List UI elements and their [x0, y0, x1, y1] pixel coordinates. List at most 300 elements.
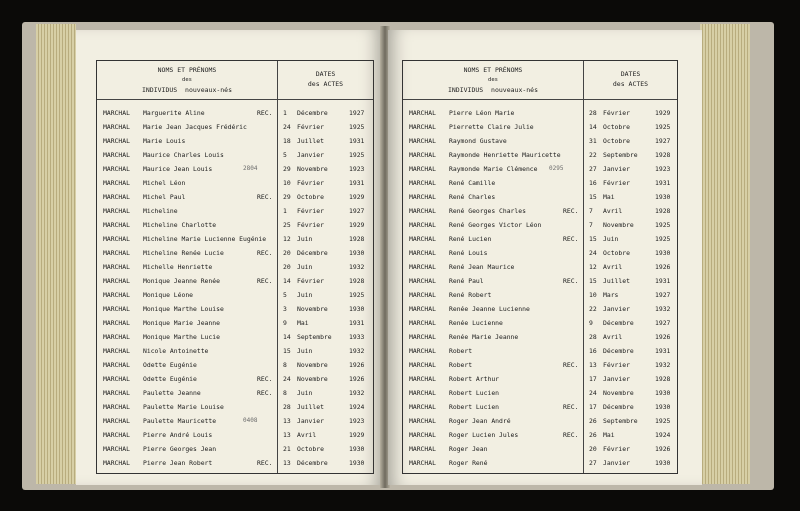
row-rec-note: REC.	[563, 403, 579, 411]
row-day: 27	[589, 165, 597, 173]
row-month: Octobre	[297, 445, 324, 453]
register-row	[403, 247, 677, 260]
row-month: Novembre	[297, 375, 328, 383]
row-month: Juillet	[297, 137, 324, 145]
row-given-names: Paulette Mauricette	[143, 417, 217, 425]
register-row	[403, 149, 677, 162]
row-day: 8	[283, 389, 287, 397]
row-month: Mai	[603, 193, 615, 201]
row-surname: MARCHAL	[409, 291, 436, 299]
row-month: Avril	[603, 333, 623, 341]
row-given-names: Roger Jean André	[449, 417, 511, 425]
row-surname: MARCHAL	[103, 445, 130, 453]
register-row	[97, 177, 373, 190]
row-month: Janvier	[603, 459, 630, 467]
dates-header-subtitle: des ACTES	[612, 80, 649, 88]
row-day: 17	[589, 375, 597, 383]
row-year: 1928	[655, 375, 671, 383]
row-given-names: Micheline Renée Lucie	[143, 249, 224, 257]
dates-column-header	[584, 69, 677, 89]
row-year: 1929	[655, 109, 671, 117]
row-given-names: Monique Marthe Louise	[143, 305, 224, 313]
row-month: Février	[297, 277, 324, 285]
row-surname: MARCHAL	[103, 431, 130, 439]
row-day: 29	[283, 165, 291, 173]
register-row	[403, 373, 677, 386]
row-day: 14	[589, 123, 597, 131]
row-day: 24	[283, 123, 291, 131]
row-surname: MARCHAL	[103, 389, 130, 397]
row-surname: MARCHAL	[103, 165, 130, 173]
row-surname: MARCHAL	[409, 305, 436, 313]
row-rec-note: REC.	[563, 235, 579, 243]
row-surname: MARCHAL	[103, 277, 130, 285]
row-year: 1931	[349, 137, 365, 145]
row-month: Février	[603, 445, 630, 453]
row-surname: MARCHAL	[103, 151, 130, 159]
register-row	[97, 275, 373, 288]
row-day: 20	[589, 445, 597, 453]
row-given-names: René Charles	[449, 193, 496, 201]
row-surname: MARCHAL	[409, 277, 436, 285]
row-year: 1925	[655, 235, 671, 243]
row-year: 1930	[655, 249, 671, 257]
row-day: 26	[589, 431, 597, 439]
row-month: Mai	[297, 319, 309, 327]
row-year: 1928	[655, 151, 671, 159]
row-given-names: Maurice Jean Louis	[143, 165, 213, 173]
register-row	[403, 205, 677, 218]
register-row	[97, 233, 373, 246]
row-month: Mars	[603, 291, 619, 299]
row-month: Février	[297, 179, 324, 187]
row-year: 1930	[349, 249, 365, 257]
register-row	[97, 387, 373, 400]
row-given-names: Roger Jean	[449, 445, 488, 453]
register-row	[97, 261, 373, 274]
row-given-names: Michelle Henriette	[143, 263, 213, 271]
row-given-names: Robert	[449, 347, 473, 355]
row-month: Novembre	[297, 361, 328, 369]
row-given-names: Paulette Marie Louise	[143, 403, 224, 411]
register-row	[403, 107, 677, 120]
row-year: 1923	[349, 417, 365, 425]
row-given-names: Renée Jeanne Lucienne	[449, 305, 530, 313]
row-year: 1930	[655, 403, 671, 411]
row-day: 9	[589, 319, 593, 327]
row-month: Février	[297, 123, 324, 131]
row-year: 1926	[655, 333, 671, 341]
row-year: 1932	[655, 305, 671, 313]
row-month: Novembre	[297, 165, 328, 173]
row-given-names: René Louis	[449, 249, 488, 257]
names-header-nouveaux-nes: nouveaux-nés	[185, 86, 233, 94]
register-row	[403, 219, 677, 232]
row-year: 1931	[655, 179, 671, 187]
row-day: 13	[589, 361, 597, 369]
row-rec-note: REC.	[563, 277, 579, 285]
row-month: Décembre	[297, 249, 328, 257]
row-given-names: Micheline	[143, 207, 178, 215]
register-row	[403, 359, 677, 372]
row-day: 13	[283, 459, 291, 467]
right-page	[388, 30, 702, 485]
row-day: 5	[283, 151, 287, 159]
row-month: Novembre	[603, 221, 634, 229]
row-year: 1926	[349, 361, 365, 369]
row-day: 22	[589, 305, 597, 313]
row-rec-note: REC.	[257, 193, 273, 201]
row-day: 14	[283, 277, 291, 285]
row-month: Octobre	[297, 193, 324, 201]
row-month: Décembre	[603, 347, 634, 355]
row-given-names: Robert	[449, 361, 473, 369]
row-given-names: Pierre André Louis	[143, 431, 213, 439]
row-year: 1926	[655, 445, 671, 453]
register-row	[403, 275, 677, 288]
row-rec-note: REC.	[563, 431, 579, 439]
left-page-edges	[36, 24, 76, 484]
register-row	[403, 345, 677, 358]
row-year: 1931	[655, 277, 671, 285]
row-year: 1923	[655, 165, 671, 173]
row-month: Avril	[603, 263, 623, 271]
register-row	[97, 205, 373, 218]
register-row	[403, 261, 677, 274]
row-month: Septembre	[603, 151, 638, 159]
register-row	[97, 429, 373, 442]
row-given-names: Raymond Gustave	[449, 137, 507, 145]
register-row	[403, 457, 677, 470]
header-divider	[97, 99, 373, 100]
row-day: 12	[283, 235, 291, 243]
row-surname: MARCHAL	[409, 347, 436, 355]
row-year: 1924	[349, 403, 365, 411]
register-row	[403, 191, 677, 204]
row-given-names: Pierre Léon Marie	[449, 109, 515, 117]
row-month: Juin	[297, 263, 313, 271]
row-surname: MARCHAL	[409, 221, 436, 229]
row-day: 17	[589, 403, 597, 411]
row-day: 18	[283, 137, 291, 145]
row-day: 22	[589, 151, 597, 159]
names-header-des: des	[182, 77, 192, 83]
register-row	[403, 163, 677, 176]
row-year: 1932	[655, 361, 671, 369]
row-given-names: Monique Marthe Lucie	[143, 333, 220, 341]
row-annotation: 0295	[549, 165, 564, 172]
row-day: 20	[283, 249, 291, 257]
row-day: 28	[283, 403, 291, 411]
row-given-names: Monique Marie Jeanne	[143, 319, 220, 327]
row-given-names: René Jean Maurice	[449, 263, 515, 271]
names-header-des: des	[488, 77, 498, 83]
row-given-names: René Lucien	[449, 235, 492, 243]
row-year: 1928	[655, 207, 671, 215]
register-row	[97, 443, 373, 456]
row-month: Janvier	[603, 165, 630, 173]
row-rec-note: REC.	[257, 109, 273, 117]
register-row	[403, 415, 677, 428]
dates-header-subtitle: des ACTES	[307, 80, 344, 88]
row-rec-note: REC.	[563, 207, 579, 215]
row-day: 29	[283, 193, 291, 201]
names-header-nouveaux-nes: nouveaux-nés	[491, 86, 539, 94]
row-surname: MARCHAL	[409, 165, 436, 173]
row-annotation: 2804	[243, 165, 258, 172]
row-month: Juillet	[297, 403, 324, 411]
row-given-names: Paulette Jeanne	[143, 389, 201, 397]
row-surname: MARCHAL	[409, 431, 436, 439]
row-surname: MARCHAL	[103, 459, 130, 467]
register-row	[403, 177, 677, 190]
row-year: 1928	[349, 277, 365, 285]
names-header-individus: INDIVIDUS	[447, 86, 484, 94]
row-month: Novembre	[297, 305, 328, 313]
row-year: 1931	[349, 319, 365, 327]
row-year: 1926	[349, 375, 365, 383]
register-row	[403, 331, 677, 344]
row-day: 10	[589, 291, 597, 299]
row-given-names: Maurice Charles Louis	[143, 151, 224, 159]
row-year: 1932	[349, 263, 365, 271]
row-given-names: Odette Eugénie	[143, 361, 197, 369]
row-rec-note: REC.	[257, 249, 273, 257]
row-year: 1929	[349, 221, 365, 229]
row-rec-note: REC.	[257, 277, 273, 285]
row-year: 1925	[349, 151, 365, 159]
row-surname: MARCHAL	[103, 221, 130, 229]
row-given-names: Micheline Marie Lucienne Eugénie	[143, 235, 267, 243]
row-month: Février	[603, 109, 630, 117]
row-surname: MARCHAL	[103, 109, 130, 117]
row-day: 15	[589, 193, 597, 201]
row-month: Juin	[297, 347, 313, 355]
row-year: 1925	[655, 417, 671, 425]
row-month: Septembre	[297, 333, 332, 341]
register-row	[97, 303, 373, 316]
row-month: Décembre	[297, 109, 328, 117]
row-given-names: Micheline Charlotte	[143, 221, 217, 229]
row-month: Juillet	[603, 277, 630, 285]
row-year: 1931	[349, 179, 365, 187]
row-surname: MARCHAL	[409, 389, 436, 397]
row-surname: MARCHAL	[103, 207, 130, 215]
row-day: 8	[283, 361, 287, 369]
left-page	[76, 30, 382, 485]
row-day: 21	[283, 445, 291, 453]
row-rec-note: REC.	[257, 389, 273, 397]
row-given-names: Roger Lucien Jules	[449, 431, 519, 439]
row-given-names: Robert Lucien	[449, 403, 500, 411]
names-header-title: NOMS ET PRÉNOMS	[463, 66, 523, 74]
row-year: 1927	[349, 207, 365, 215]
row-month: Février	[603, 179, 630, 187]
row-month: Janvier	[603, 305, 630, 313]
register-row	[403, 443, 677, 456]
row-year: 1925	[655, 221, 671, 229]
row-year: 1933	[349, 333, 365, 341]
row-month: Octobre	[603, 137, 630, 145]
row-given-names: Odette Eugénie	[143, 375, 197, 383]
register-row	[403, 233, 677, 246]
names-column-header	[97, 65, 277, 95]
row-day: 12	[589, 263, 597, 271]
right-register-table	[402, 60, 678, 474]
row-given-names: Nicole Antoinette	[143, 347, 209, 355]
row-surname: MARCHAL	[409, 249, 436, 257]
dates-header-title: DATES	[620, 70, 641, 78]
row-given-names: René Robert	[449, 291, 492, 299]
register-row	[403, 135, 677, 148]
row-surname: MARCHAL	[409, 123, 436, 131]
row-surname: MARCHAL	[103, 347, 130, 355]
row-month: Octobre	[603, 123, 630, 131]
row-year: 1927	[349, 109, 365, 117]
register-row	[97, 121, 373, 134]
row-surname: MARCHAL	[409, 459, 436, 467]
row-day: 24	[283, 375, 291, 383]
row-surname: MARCHAL	[103, 417, 130, 425]
row-month: Avril	[603, 207, 623, 215]
row-given-names: Marguerite Aline	[143, 109, 205, 117]
register-row	[97, 219, 373, 232]
row-month: Juin	[603, 235, 619, 243]
row-given-names: Robert Lucien	[449, 389, 500, 397]
row-year: 1929	[349, 431, 365, 439]
row-year: 1926	[655, 263, 671, 271]
row-given-names: Renée Marie Jeanne	[449, 333, 519, 341]
row-given-names: Roger René	[449, 459, 488, 467]
register-row	[97, 331, 373, 344]
row-given-names: Raymonde Marie Clémence	[449, 165, 538, 173]
row-year: 1930	[655, 459, 671, 467]
row-year: 1927	[655, 319, 671, 327]
row-surname: MARCHAL	[103, 137, 130, 145]
row-given-names: Pierre Georges Jean	[143, 445, 217, 453]
row-day: 16	[589, 347, 597, 355]
row-month: Décembre	[603, 319, 634, 327]
row-year: 1930	[349, 305, 365, 313]
dates-header-title: DATES	[315, 70, 336, 78]
register-row	[97, 359, 373, 372]
row-month: Décembre	[297, 459, 328, 467]
row-rec-note: REC.	[257, 375, 273, 383]
register-row	[97, 289, 373, 302]
row-month: Septembre	[603, 417, 638, 425]
row-month: Février	[603, 361, 630, 369]
row-surname: MARCHAL	[409, 417, 436, 425]
row-year: 1928	[349, 235, 365, 243]
row-annotation: 0408	[243, 417, 258, 424]
register-row	[403, 317, 677, 330]
row-surname: MARCHAL	[103, 291, 130, 299]
row-surname: MARCHAL	[103, 179, 130, 187]
row-year: 1932	[349, 389, 365, 397]
row-day: 7	[589, 207, 593, 215]
row-day: 15	[589, 235, 597, 243]
row-day: 27	[589, 459, 597, 467]
row-day: 24	[589, 389, 597, 397]
row-surname: MARCHAL	[409, 361, 436, 369]
names-header-title: NOMS ET PRÉNOMS	[157, 66, 217, 74]
row-surname: MARCHAL	[103, 123, 130, 131]
row-year: 1925	[655, 123, 671, 131]
left-register-table	[96, 60, 374, 474]
row-year: 1925	[349, 123, 365, 131]
row-given-names: Monique Léone	[143, 291, 194, 299]
row-surname: MARCHAL	[103, 235, 130, 243]
row-year: 1924	[655, 431, 671, 439]
row-surname: MARCHAL	[409, 179, 436, 187]
register-row	[97, 163, 373, 176]
row-given-names: Marie Jean Jacques Frédéric	[143, 123, 247, 131]
row-year: 1927	[655, 291, 671, 299]
row-day: 5	[283, 291, 287, 299]
register-row	[403, 429, 677, 442]
row-rec-note: REC.	[563, 361, 579, 369]
row-day: 28	[589, 333, 597, 341]
register-row	[97, 457, 373, 470]
row-given-names: Renée Lucienne	[449, 319, 503, 327]
row-month: Octobre	[603, 249, 630, 257]
register-row	[97, 107, 373, 120]
row-month: Avril	[297, 431, 317, 439]
row-surname: MARCHAL	[409, 333, 436, 341]
row-month: Juin	[297, 389, 313, 397]
register-row	[403, 401, 677, 414]
row-day: 25	[283, 221, 291, 229]
row-day: 9	[283, 319, 287, 327]
row-rec-note: REC.	[257, 459, 273, 467]
row-surname: MARCHAL	[103, 361, 130, 369]
dates-column-header	[278, 69, 373, 89]
row-surname: MARCHAL	[409, 263, 436, 271]
row-surname: MARCHAL	[103, 319, 130, 327]
row-surname: MARCHAL	[409, 109, 436, 117]
row-month: Juin	[297, 235, 313, 243]
row-given-names: Pierre Jean Robert	[143, 459, 213, 467]
row-day: 3	[283, 305, 287, 313]
row-year: 1923	[349, 165, 365, 173]
register-row	[403, 289, 677, 302]
row-month: Mai	[603, 431, 615, 439]
row-year: 1930	[349, 459, 365, 467]
row-surname: MARCHAL	[409, 445, 436, 453]
register-row	[97, 247, 373, 260]
names-column-header	[403, 65, 583, 95]
register-row	[97, 191, 373, 204]
row-month: Janvier	[603, 375, 630, 383]
register-row	[97, 401, 373, 414]
row-given-names: Michel Léon	[143, 179, 186, 187]
register-row	[97, 149, 373, 162]
row-year: 1931	[655, 347, 671, 355]
row-surname: MARCHAL	[103, 403, 130, 411]
row-given-names: René Camille	[449, 179, 496, 187]
row-day: 16	[589, 179, 597, 187]
register-row	[97, 373, 373, 386]
row-given-names: Robert Arthur	[449, 375, 500, 383]
row-given-names: Pierrette Claire Julie	[449, 123, 534, 131]
names-header-individus: INDIVIDUS	[141, 86, 178, 94]
row-month: Décembre	[603, 403, 634, 411]
register-row	[97, 135, 373, 148]
row-month: Janvier	[297, 151, 324, 159]
row-surname: MARCHAL	[103, 333, 130, 341]
row-day: 1	[283, 109, 287, 117]
row-surname: MARCHAL	[103, 193, 130, 201]
